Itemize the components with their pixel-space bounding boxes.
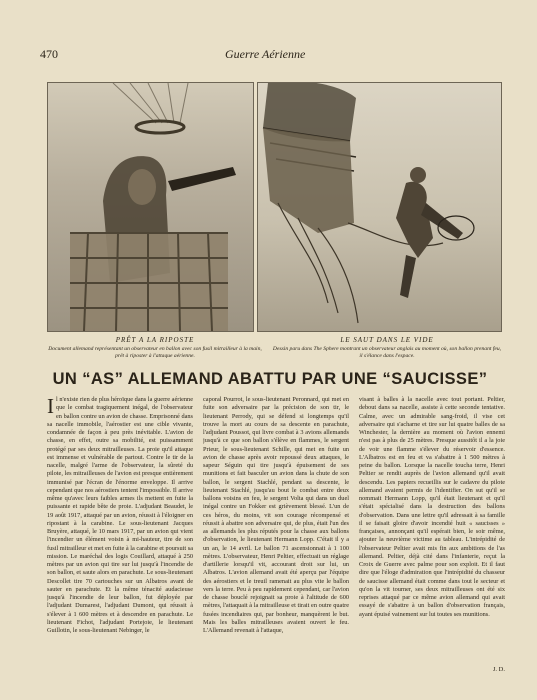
author-signature: J. D. [492, 665, 505, 673]
column-1-text: l n'existe rien de plus héroïque dans la guerre aérienne que le combat tragiquement inégal, de l'observateur en ballon contre un avion de chasse. Emprisonné dans sa nacelle immobile, l'aérostier est une cible vivante, condamnée de façon à peu près inévitable. L'avion de chasse, en effet, outre sa mobilité, est puissamment protégé par ses deux mitrailleuses. La proie qu'il attaque est immense et vulnérable de partout. Contre le tir de la nacelle, malgré l'arme de l'observateur, la sûreté du pilote, les mitrailleuses de l'avion est presque entièrement immunisé par l'écran de l'énorme enveloppe. Il arrive cependant que nos aérostiers tentent l'impossible. Il arrive même qu'avec leurs faibles armes ils mettent en fuite la puissante et rapide bête de proie. L'adjudant Beaudet, le 19 août 1917, attaqué par un avion, réussit à l'éloigner en ripostant à la carabine. Le sous-lieutenant Jacques Bruyère, attaqué, le 10 mars 1917, par un avion qui vient l'incendier un élément voisin à mi-hauteur, tire de son fusil mitrailleur et met en fuite à la carabine et poursuit sa mission. Le maréchal des logis Couillard, attaqué à 250 mètres par un avion qui tire sur lui jusqu'à l'incendie de son ballon, et saute alors en parachute. Le sous-lieutenant Descollet tire 70 cartouches sur un Albatros avant de sauter en parachute. Et la même ténacité audacieuse jusqu'à l'incendie de leur ballon, fut déployée par l'adjudant Dumarest, l'adjudant Dumont, qui réussit à s'élever à 1 600 mètres et à descendre en parachute. Le lieutenant Fichot, l'adjudant Portejoie, le lieutenant Guillotin, le sous-lieutenant Nebinger, le [47, 396, 193, 634]
article-column-3 [359, 396, 505, 676]
article-body [47, 396, 505, 676]
parachute-jump-photo [257, 82, 502, 332]
balloon-observer-illustration [48, 83, 253, 331]
left-caption-text: Document allemand représentant un observateur en ballon avec son fusil mitrailleur à la main, prêt à riposter à l'attaque aérienne. [48, 346, 262, 359]
article-column-1 [47, 396, 193, 676]
page-header [40, 47, 510, 65]
right-caption-title: LE SAUT DANS LE VIDE [340, 336, 434, 344]
right-caption-text: Dessin paru dans The Sphere montrant un observateur anglais au moment où, son ballon prenant feu, il s'élance dans l'espace. [272, 346, 502, 359]
left-photo-caption [45, 336, 265, 360]
balloon-observer-photo [47, 82, 254, 332]
article-headline: UN “AS” ALLEMAND ABATTU PAR UNE “SAUCISSE” [52, 370, 488, 388]
parachute-jump-illustration [258, 83, 501, 331]
right-photo-caption [272, 336, 502, 360]
column-3-text: visant à balles à la nacelle avec tout portant. Peltier, debout dans sa nacelle, assiste à cette seconde tentative. Calme, avec un admirable sang-froid, il vise cet adversaire qui s'acharne et tire sur lui quatre balles de sa Winchester, la dernière au moment où l'avion ennemi n'est pas à plus de 25 mètres. Presque aussitôt il a la joie de voir une flamme s'élever du réservoir d'essence. L'Albatros est en feu et va s'abattre à 1 500 mètres à peine du ballon. Lorsque la nacelle toucha terre, Henri Peltier se rendit auprès de l'avion allemand qu'il avait descendu. Les papiers recueillis sur le cadavre du pilote allemand avaient permis de l'identifier. On sut qu'il se nommait Hermann Lopp, qu'il était lieutenant et qu'il s'était spécialisé dans la destruction des ballons d'observation. Dans une lettre qu'il adressait à sa famille il se faisait gloire d'avoir incendié huit « saucisses » françaises, annonçant qu'il espérait bien, le soir même, ajouter la neuvième victime au tableau. L'intrépidité de l'observateur Peltier avait mis fin aux ambitions de l'as allemand. Peltier, déjà cité dans l'infanterie, reçut la Croix de Guerre avec palme pour son exploit. Et il faut dire que l'éloge d'admiration que l'intrépidité du chasseur de saucisse allemand était comme dans tout le secteur et qu'on la vit tourner, ses deux mitrailleuses ont été six reprises attaqué par ce même avion allemand qui avait essayé de s'abattre à un ballon d'observation français, ayant épuisé vainement sur lui toutes ses munitions. [359, 396, 505, 618]
left-caption-title: PRÊT A LA RIPOSTE [115, 336, 195, 344]
article-column-2 [203, 396, 349, 676]
column-2-text: caporal Pourrot, le sous-lieutenant Peronnard, qui met en fuite son adversaire par la précision de son tir, le lieutenant Perrody, qui se défend si longtemps qu'il trouve la mort au cours de sa descente en parachute, l'adjudant Poussot, qui livre combat à 3 avions allemands jusqu'à ce que son ballon s'élève en flammes, le sergent Prieur, le sous-lieutenant Schille, qui met en fuite un avion de chasse après avoir repoussé deux attaques, le sapeur Séguin qui tire jusqu'à épuisement de ses munitions et fait basculer un avion dans la chute de son ballon, le sergent Stachlé, pendant sa descente, le lieutenant Stachlé, jusqu'au bout le combat entre deux ballons voisins en feu, le sergent Volta qui dans un duel inégal contre un Fokker est grièvement blessé. L'un de ces héros, du moins, vit son courage récompensé et réussit à abattre son adversaire qui, de plus, était l'un des as allemands les plus réputés pour la chasse aux ballons d'observation, le lieutenant Hermann Lopp. C'était il y a un an, le 14 avril. Le ballon 71 ascensionnait à 1 100 mètres. L'observateur, Henri Peltier, effectuait un réglage d'artillerie lorsqu'il vit, accourant droit sur lui, un Albatros. L'avion allemand avait été aperçu par l'équipe des aérostiers et le treuil ramenait au plus vite le ballon vers la terre. Peu à peu rapidement cependant, car l'avion de chasse bouclé rejoignait sa proie à l'altitude de 600 mètres, l'attaquait à la mitrailleuse et tirait en outre quatre fusées incendiaires qui, par bonheur, manquèrent le but. Mais les balles mitrailleuses avaient ouvert le feu. L'Allemand revenait à l'attaque, [203, 396, 349, 634]
drop-cap: I [47, 396, 54, 418]
page-number: 470 [40, 47, 58, 61]
photo-row [47, 82, 500, 332]
running-title: Guerre Aérienne [225, 47, 306, 61]
